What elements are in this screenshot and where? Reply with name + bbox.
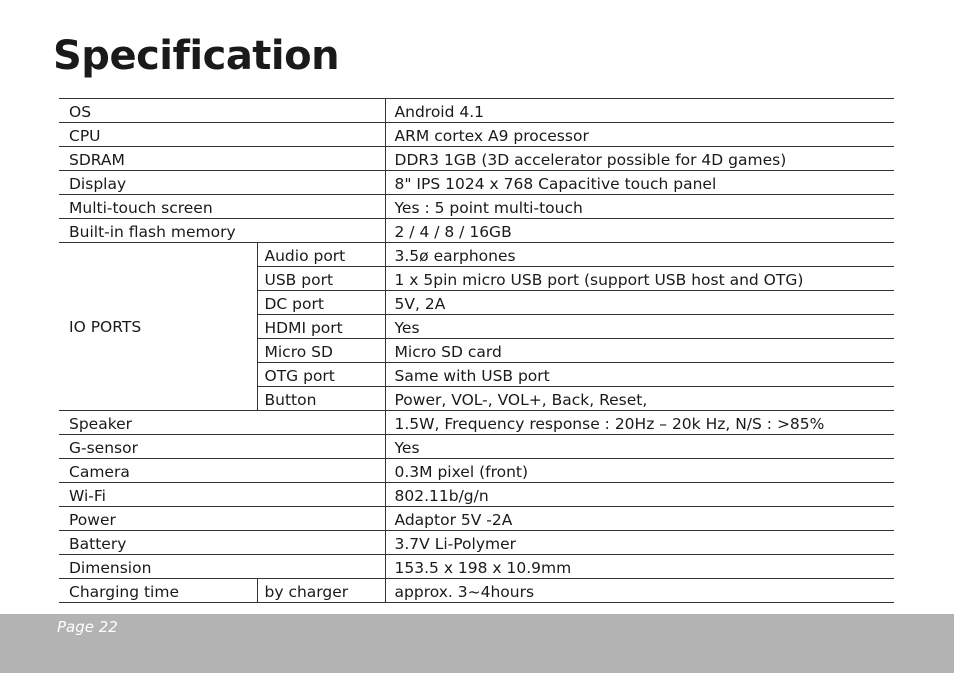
specification-table xyxy=(59,98,894,603)
spec-row-multi-touch xyxy=(59,195,894,219)
spec-label: Power xyxy=(59,507,385,531)
spec-label: Speaker xyxy=(59,411,385,435)
spec-row-display xyxy=(59,171,894,195)
spec-value: Yes : 5 point multi-touch xyxy=(385,195,894,219)
spec-row-speaker xyxy=(59,411,894,435)
io-port-value: Yes xyxy=(385,315,894,339)
spec-label: Display xyxy=(59,171,385,195)
io-port-value: 1 x 5pin micro USB port (support USB host and OTG) xyxy=(385,267,894,291)
spec-value: 2 / 4 / 8 / 16GB xyxy=(385,219,894,243)
spec-row-flash-memory xyxy=(59,219,894,243)
spec-row-camera xyxy=(59,459,894,483)
io-port-value: 5V, 2A xyxy=(385,291,894,315)
io-port-name: Audio port xyxy=(257,243,385,267)
spec-row-io-audio xyxy=(59,243,894,267)
io-port-name: USB port xyxy=(257,267,385,291)
spec-value: ARM cortex A9 processor xyxy=(385,123,894,147)
spec-value: 8" IPS 1024 x 768 Capacitive touch panel xyxy=(385,171,894,195)
spec-value: 802.11b/g/n xyxy=(385,483,894,507)
spec-value: 0.3M pixel (front) xyxy=(385,459,894,483)
spec-row-charging-time xyxy=(59,579,894,603)
io-port-name: HDMI port xyxy=(257,315,385,339)
io-port-value: 3.5ø earphones xyxy=(385,243,894,267)
spec-row-os xyxy=(59,99,894,123)
spec-row-power xyxy=(59,507,894,531)
spec-label: Dimension xyxy=(59,555,385,579)
io-port-name: Button xyxy=(257,387,385,411)
io-port-name: OTG port xyxy=(257,363,385,387)
spec-label: CPU xyxy=(59,123,385,147)
spec-row-g-sensor xyxy=(59,435,894,459)
io-port-value: Micro SD card xyxy=(385,339,894,363)
footer-bar xyxy=(0,614,954,673)
io-port-value: Same with USB port xyxy=(385,363,894,387)
spec-label: G-sensor xyxy=(59,435,385,459)
spec-label: Multi-touch screen xyxy=(59,195,385,219)
spec-label: Built-in flash memory xyxy=(59,219,385,243)
spec-value: Yes xyxy=(385,435,894,459)
spec-label: OS xyxy=(59,99,385,123)
spec-row-sdram xyxy=(59,147,894,171)
spec-label: Battery xyxy=(59,531,385,555)
spec-row-wifi xyxy=(59,483,894,507)
spec-value: Adaptor 5V -2A xyxy=(385,507,894,531)
spec-row-battery xyxy=(59,531,894,555)
spec-row-cpu xyxy=(59,123,894,147)
io-port-name: Micro SD xyxy=(257,339,385,363)
spec-value: approx. 3~4hours xyxy=(385,579,894,603)
page-number: Page 22 xyxy=(57,618,118,636)
io-port-value: Power, VOL-, VOL+, Back, Reset, xyxy=(385,387,894,411)
spec-value: 1.5W, Frequency response : 20Hz – 20k Hz, N/S : >85% xyxy=(385,411,894,435)
spec-value: DDR3 1GB (3D accelerator possible for 4D games) xyxy=(385,147,894,171)
spec-value: 3.7V Li-Polymer xyxy=(385,531,894,555)
spec-row-dimension xyxy=(59,555,894,579)
spec-label: SDRAM xyxy=(59,147,385,171)
spec-value: 153.5 x 198 x 10.9mm xyxy=(385,555,894,579)
charging-method: by charger xyxy=(257,579,385,603)
io-ports-label: IO PORTS xyxy=(59,243,257,411)
spec-label: Charging time xyxy=(59,579,257,603)
spec-value: Android 4.1 xyxy=(385,99,894,123)
io-port-name: DC port xyxy=(257,291,385,315)
spec-label: Camera xyxy=(59,459,385,483)
page-title: Specification xyxy=(53,33,340,79)
spec-label: Wi-Fi xyxy=(59,483,385,507)
